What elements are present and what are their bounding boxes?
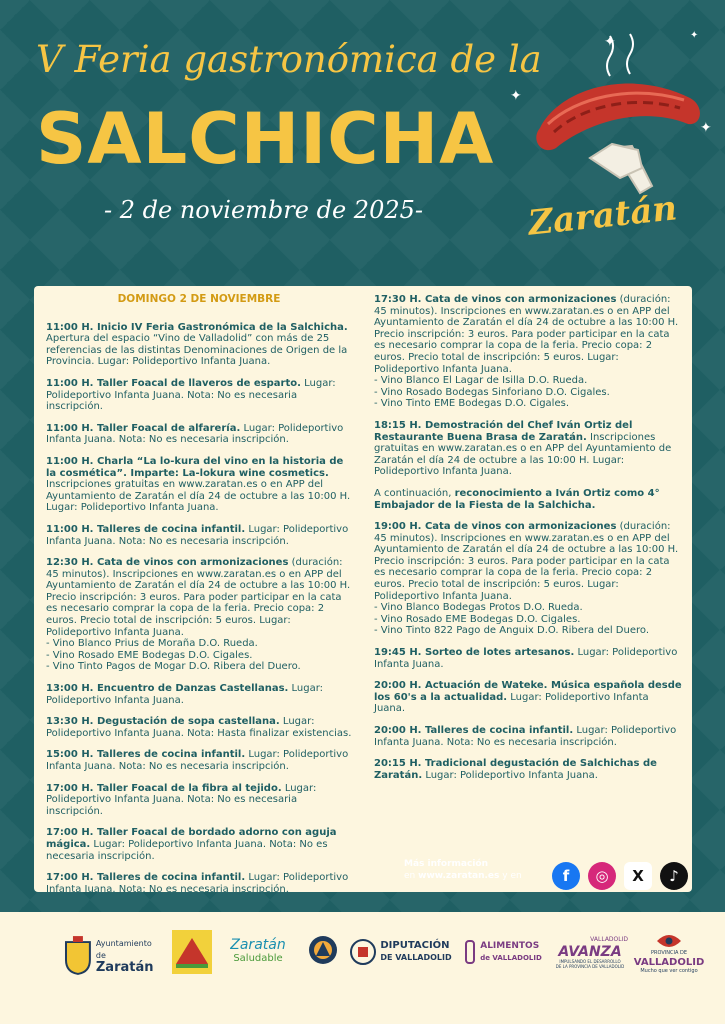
feria-icon <box>174 934 210 970</box>
sparkle-icon: ✦ <box>690 30 699 41</box>
program-event <box>46 322 352 368</box>
more-info-prefix: en <box>404 871 416 881</box>
valladolid-avanza-logo <box>552 928 628 976</box>
program-event <box>374 758 682 781</box>
event-details: Lugar: Polideportivo Infanta Juana. Nota: No es necesaria inscripción. <box>374 725 677 748</box>
feria-logo <box>172 930 212 974</box>
sparkle-icon: ✦ <box>604 34 616 50</box>
sparkle-icon: ✦ <box>700 120 712 136</box>
program-event <box>46 456 352 514</box>
provincia-valladolid-logo <box>634 926 704 982</box>
event-title: 12:30 H. Cata de vinos con armonizaciones <box>46 557 289 569</box>
website-link[interactable]: www.zaratan.es <box>418 871 500 881</box>
alimentos-valladolid-logo <box>460 932 546 972</box>
program-day: DOMINGO 2 DE NOVIEMBRE <box>117 293 281 305</box>
event-details: (duración: 45 minutos). Inscripciones en www.zaratan.es o en APP del Ayuntamiento de Zaratán el día 24 de octubre a las 10:00 H. Precio inscripción: 3 euros. Para poder participar en la cata es necesario comprar la copa de la feria. Precio copa: 2 euros. Precio total de inscripción: 5 euros. Lugar: Polideportivo Infanta Juana. <box>374 294 679 375</box>
program-card <box>34 286 692 895</box>
event-title: 17:00 H. Talleres de cocina infantil. <box>46 872 246 884</box>
facebook-icon[interactable]: f <box>552 862 580 890</box>
sparkle-icon: ✦ <box>510 88 522 104</box>
event-title: 11:00 H. Talleres de cocina infantil. <box>46 523 246 535</box>
wine-item: - Vino Rosado Bodegas Sinforiano D.O. Cigales. <box>374 386 610 398</box>
event-title: 11:00 H. Inicio IV Feria Gastronómica de la Salchicha. <box>46 321 348 333</box>
event-title: 17:00 H. Taller Foacal de bordado adorno con aguja mágica. <box>46 827 337 850</box>
event-title: 11:00 H. Charla “La lo-kura del vino en la historia de la cosmética”. Imparte: La-lokura wine cosmetics. <box>46 455 344 479</box>
event-details: Inscripciones gratuitas en www.zaratan.es o en APP del Ayuntamiento de Zaratán el día 24 de octubre a las 10:00 H. Lugar: Polideportivo Infanta Juana. <box>374 431 672 478</box>
avanza-sub2: DE LA PROVINCIA DE VALLADOLID <box>555 964 625 969</box>
program-column-left <box>46 294 352 905</box>
tiktok-icon[interactable]: ♪ <box>660 862 688 890</box>
event-details: Lugar: Polideportivo Infanta Juana. Nota: No es necesaria inscripción. <box>46 523 349 547</box>
wine-item: - Vino Tinto 822 Pago de Anguix D.O. Ribera del Duero. <box>374 625 649 637</box>
event-details: Inscripciones gratuitas en www.zaratan.es o en APP del Ayuntamiento de Zaratán el día 24 de octubre a las 10:00 H. Lugar: Polideportivo Infanta Juana. <box>46 479 351 514</box>
event-title: 17:00 H. Taller Foacal de la fibra al tejido. <box>46 782 282 794</box>
event-details: Lugar: Polideportivo Infanta Juana. <box>46 683 324 706</box>
wine-item: - Vino Tinto Pagos de Mogar D.O. Ribera del Duero. <box>46 661 301 673</box>
event-title: 11:00 H. Taller Foacal de alfarería. <box>46 422 241 434</box>
avanza-top: VALLADOLID <box>590 936 628 943</box>
prov-line1: PROVINCIA DE <box>651 949 687 956</box>
more-info-label: Más información <box>404 859 489 869</box>
title-top: V Feria gastronómica de la <box>36 38 542 81</box>
event-title: 19:00 H. Cata de vinos con armonizaciones <box>374 521 617 533</box>
wine-item: - Vino Blanco Prius de Moraña D.O. Rueda. <box>46 638 258 650</box>
wine-item: - Vino Blanco Bodegas Protos D.O. Rueda. <box>374 602 583 614</box>
program-event <box>374 680 682 715</box>
event-details: (duración: 45 minutos). Inscripciones en www.zaratan.es o en APP del Ayuntamiento de Zaratán el día 24 de octubre a las 10:00 H. Precio inscripción: 3 euros. Para poder participar en la cata es necesario comprar la copa de la feria. Precio copa: 2 euros. Precio total de inscripción: 5 euros. Lugar: Polideportivo Infanta Juana. <box>374 521 679 602</box>
program-event <box>374 647 682 670</box>
event-details: Lugar: Polideportivo Infanta Juana. <box>374 647 678 670</box>
sausage-fork-illustration <box>520 28 720 208</box>
coat-of-arms-icon <box>64 936 92 976</box>
event-title: 11:00 H. Taller Foacal de llaveros de esparto. <box>46 377 301 389</box>
program-event <box>46 872 352 895</box>
event-details: Lugar: Polideportivo Infanta Juana. <box>374 691 649 715</box>
zs-line1: Zaratán <box>230 937 286 953</box>
event-prefix: A continuación, <box>374 487 455 499</box>
dip-line2: DE VALLADOLID <box>380 953 452 962</box>
proteccion-civil-logo <box>306 930 340 974</box>
dip-line1: DIPUTACIÓN <box>380 940 450 951</box>
ayto-line1: Ayuntamiento de <box>95 939 152 960</box>
instagram-icon[interactable]: ◎ <box>588 862 616 890</box>
event-details: Lugar: Polideportivo Infanta Juana. Nota: No es necesaria inscripción. <box>46 749 349 772</box>
event-details: Lugar: Polideportivo Infanta Juana. Nota: Hasta finalizar existencias. <box>46 716 352 739</box>
program-event <box>46 683 352 706</box>
sponsor-footer <box>0 912 725 1024</box>
ayto-line2: Zaratán <box>95 960 154 975</box>
town-name: Zaratán <box>526 188 679 244</box>
title-main: SALCHICHA <box>36 98 495 180</box>
program-event <box>46 378 352 413</box>
event-title: 19:45 H. Sorteo de lotes artesanos. <box>374 647 575 659</box>
program-event <box>374 420 682 478</box>
event-title: 20:00 H. Actuación de Wateke. Música española desde los 60's a la actualidad. <box>374 680 682 703</box>
zs-line2: Saludable <box>233 953 283 964</box>
avanza-sub1: IMPULSANDO EL DESARROLLO <box>559 959 621 964</box>
ayuntamiento-zaratan-logo <box>64 924 164 988</box>
alimentos-line1: ALIMENTOS <box>480 941 540 951</box>
program-event <box>46 557 352 673</box>
program-column-right <box>374 294 682 791</box>
wine-item: - Vino Blanco El Lagar de Isilla D.O. Rueda. <box>374 375 588 387</box>
program-event <box>46 524 352 547</box>
event-title: reconocimiento a Iván Ortiz como 4° Embajador de la Fiesta de la Salchicha. <box>374 487 660 511</box>
event-details: Lugar: Polideportivo Infanta Juana. <box>425 769 598 781</box>
event-details: Apertura del espacio “Vino de Valladolid” con más de 25 referencias de las distintas Denominaciones de Origen de la Provincia. Lugar: Polideportivo Infanta Juana. <box>46 333 348 368</box>
program-event <box>46 827 352 862</box>
event-title: 15:00 H. Talleres de cocina infantil. <box>46 749 246 761</box>
event-title: 20:00 H. Talleres de cocina infantil. <box>374 725 574 736</box>
program-event <box>46 716 352 739</box>
alimentos-emblem-icon <box>464 939 476 965</box>
program-event <box>46 749 352 772</box>
avanza-main: AVANZA <box>558 944 622 960</box>
event-title: 13:30 H. Degustación de sopa castellana. <box>46 716 280 728</box>
alimentos-line2: de VALLADOLID <box>480 954 542 962</box>
wine-item: - Vino Rosado EME Bodegas D.O. Cigales. <box>374 613 581 625</box>
prov-line3: Mucho que ver contigo <box>640 967 698 974</box>
event-date: - 2 de noviembre de 2025- <box>104 196 423 224</box>
shield-icon <box>308 932 338 972</box>
wine-item: - Vino Tinto EME Bodegas D.O. Cigales. <box>374 398 569 410</box>
event-title: 18:15 H. Demostración del Chef Iván Ortiz del Restaurante Buena Brasa de Zaratán. <box>374 419 633 443</box>
program-event <box>374 521 682 637</box>
event-details: Lugar: Polideportivo Infanta Juana. Nota: No es necesaria inscripción. <box>46 782 317 817</box>
program-event <box>374 488 682 511</box>
event-details: Lugar: Polideportivo Infanta Juana. Nota: No es necesaria inscripción. <box>46 838 328 862</box>
event-title: 17:30 H. Cata de vinos con armonizaciones <box>374 294 617 305</box>
program-event <box>46 783 352 818</box>
program-event <box>374 725 682 748</box>
event-details: Lugar: Polideportivo Infanta Juana. Nota: No es necesaria inscripción. <box>46 872 349 895</box>
event-details: Lugar: Polideportivo Infanta Juana. Nota: No es necesaria inscripción. <box>46 377 336 413</box>
event-details: (duración: 45 minutos). Inscripciones en www.zaratan.es o en APP del Ayuntamiento de Zaratán el día 24 de octubre a las 10:00 H. Precio inscripción: 3 euros. Para poder participar en la cata es necesario comprar la copa de la feria. Precio copa: 2 euros. Precio total de inscripción: 5 euros. Lugar: Polideportivo Infanta Juana. <box>46 557 351 638</box>
more-info <box>404 858 522 882</box>
more-info-suffix: y en <box>502 871 522 881</box>
event-title: 13:00 H. Encuentro de Danzas Castellanas. <box>46 683 289 695</box>
event-title: 20:15 H. Tradicional degustación de Salchichas de Zaratán. <box>374 758 657 781</box>
program-event <box>374 294 682 410</box>
zaratan-saludable-logo <box>222 932 294 972</box>
diputacion-emblem-icon <box>350 939 376 965</box>
program-event <box>46 423 352 446</box>
x-icon[interactable]: X <box>624 862 652 890</box>
wine-item: - Vino Rosado EME Bodegas D.O. Cigales. <box>46 649 253 661</box>
prov-line2: VALLADOLID <box>633 956 705 968</box>
eye-icon <box>656 933 682 949</box>
diputacion-logo <box>350 932 452 972</box>
event-details: Lugar: Polideportivo Infanta Juana. Nota: No es necesaria inscripción. <box>46 422 344 446</box>
